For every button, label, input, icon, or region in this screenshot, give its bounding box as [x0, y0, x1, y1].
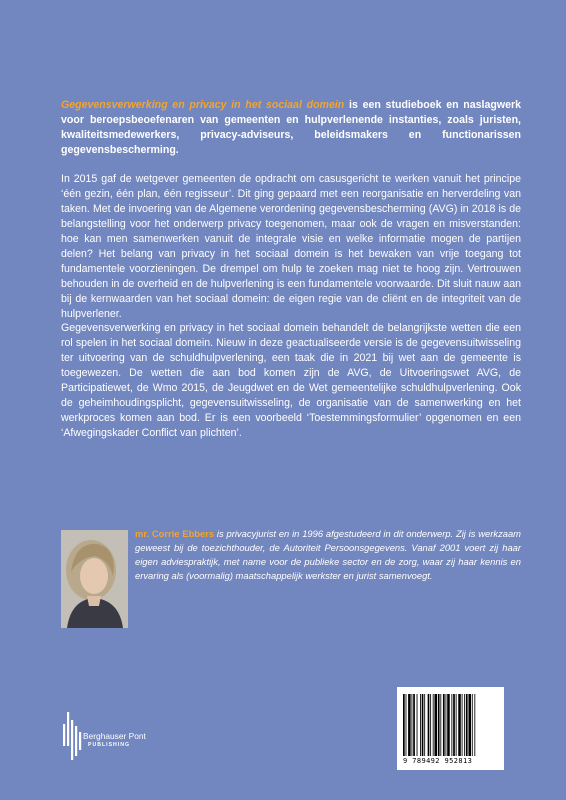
author-name: mr. Corrie Ebbers	[135, 528, 215, 539]
barcode-bar	[451, 694, 452, 756]
barcode-bar	[468, 694, 471, 756]
barcode-bar	[472, 694, 473, 756]
barcode-bar	[438, 694, 440, 756]
publisher-logo-mark	[62, 712, 82, 762]
publisher-logo	[62, 712, 182, 762]
barcode-bar	[408, 694, 411, 756]
barcode-bar	[447, 694, 450, 756]
barcode-bar	[417, 694, 418, 756]
intro-text: is een studieboek en naslagwerk voor beroepsbeoefenaren van gemeenten en hulpverlenende instanties, zoals juristen, kwaliteitsmedewerkers, privacy-adviseurs, beleidsmakers en functionarissen gegevensbescherming.	[61, 99, 521, 156]
barcode-bar	[403, 694, 405, 756]
barcode-bar	[453, 694, 455, 756]
barcode-bar	[413, 694, 415, 756]
body-paragraph-2: Gegevensverwerking en privacy in het sociaal domein behandelt de belangrijkste wetten die een rol spelen in het sociaal domein. Nieuw in deze geactualiseerde versie is de gegevensuitwisseling ter uitvoering van de schuldhulpverlening, een taak die in 2021 bij wet aan de gemeente is toegewezen. De wetten die aan bod komen zijn de AVG, de Uitvoeringswet AVG, de Participatiewet, de Wmo 2015, de Jeugdwet en de Wet gemeentelijke schuldhulpverlening. Ook de geheimhoudingsplicht, gegevensuitwisseling, de organisatie van de samenwerking en het werkproces komen aan bod. Er is een voorbeeld ‘Toestemmingsformulier’ opgenomen en een ‘Afwegingskader Conflict van plichten’.	[61, 322, 521, 439]
barcode-bar	[430, 694, 431, 756]
barcode-bar	[464, 694, 465, 756]
author-bio-text: is privacyjurist en in 1996 afgestudeerd in dit onderwerp. Zij is werkzaam geweest bij de toezichthouder, de Autoriteit Persoonsgegevens. Vanaf 2001 voert zij haar eigen adviespraktijk, met name voor de publieke sector en de zorg, waar zij haar kennis en ervaring als (voormalig) maatschappelijk werkster en jurist samenvoegt.	[135, 528, 521, 581]
publisher-subtitle: PUBLISHING	[88, 742, 130, 748]
barcode-bar	[424, 694, 425, 756]
barcode-bar	[446, 694, 447, 756]
barcode-bar	[456, 694, 457, 756]
author-photo	[61, 530, 128, 628]
barcode-digits: 9 789492 952813	[403, 757, 473, 765]
barcode-bar	[428, 694, 430, 756]
barcode-bar	[458, 694, 461, 756]
barcode-bar	[433, 694, 434, 756]
book-title: Gegevensverwerking en privacy in het sociaal domein	[61, 99, 345, 111]
intro-paragraph	[61, 98, 521, 158]
publisher-name: Berghauser Pont	[83, 731, 146, 741]
barcode-bar	[406, 694, 407, 756]
barcode-bar	[474, 694, 475, 756]
barcode-bar	[434, 694, 437, 756]
barcode-bar	[420, 694, 421, 756]
body-paragraph-1: In 2015 gaf de wetgever gemeenten de opdracht om casusgericht te werken vanuit het principe ‘één gezin, één plan, één regisseur’. Dit ging gepaard met een reorganisatie en herverdeling van taken. Met de invoering van de Algemene verordening gegevensbescherming (AVG) in 2018 is de belangstelling voor het onderwerp privacy toegenomen, maar ook de vragen en misverstanden: hoe kan men samenwerken vanuit de integrale visie en welke informatie mogen de partijen delen? Het belang van privacy in het sociaal domein is het bewaken van vrije toegang tot fundamentele voorzieningen. De drempel om hulp te zoeken mag niet te hoog zijn. Vertrouwen behouden in de overheid en de hulpverlening is een fundamentele voorwaarde. Dit sluit nauw aan bij de kernwaarden van het sociaal domein: de eigen regie van de cliënt en de integriteit van de hulpverlener.	[61, 173, 521, 320]
barcode-bars	[403, 694, 499, 756]
barcode-bar	[422, 694, 424, 756]
barcode-bar	[443, 694, 445, 756]
barcode-bar	[440, 694, 441, 756]
author-bio	[135, 527, 521, 583]
barcode-bar	[412, 694, 413, 756]
isbn-barcode	[397, 687, 504, 770]
barcode-bar	[466, 694, 468, 756]
barcode-bar	[462, 694, 463, 756]
